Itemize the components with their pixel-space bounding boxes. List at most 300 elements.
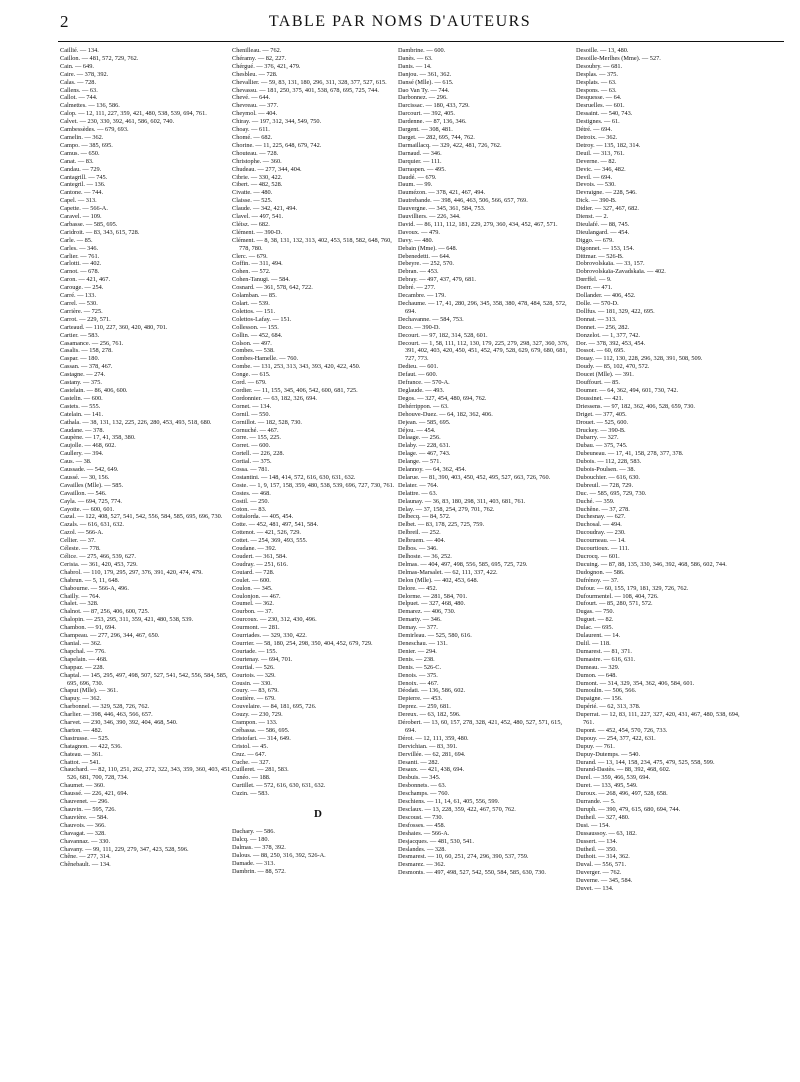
index-entry: Decourt. — 97, 182, 314, 528, 601. [398, 331, 488, 339]
index-entry: Colson. — 497. [232, 339, 272, 347]
index-entry: Durel. — 359, 466, 539, 694. [576, 774, 651, 782]
index-entry: Druckey. — 390-B. [576, 426, 626, 434]
index-entry: Chéramy. — 82, 227. [232, 54, 287, 62]
index-entry: Calop. — 12, 111, 227, 359, 421, 480, 538, 539, 694, 761. [60, 110, 207, 118]
index-entry: Cousin. — 330. [232, 679, 272, 687]
index-entry: Deschiens. — 11, 14, 61, 405, 556, 599. [398, 798, 500, 806]
index-column-2 [232, 47, 404, 1077]
index-entry: Cottet. — 254, 369, 493, 555. [232, 537, 308, 545]
index-entry: Ducrocq. — 601. [576, 553, 620, 560]
index-entry: Darraspen. — 495. [398, 165, 446, 173]
index-entry: Devil. — 694. [576, 173, 613, 181]
index-entry: Coulonjon. — 467. [232, 592, 281, 600]
index-entry: Dufourmentel. — 108, 404, 726. [576, 592, 659, 600]
index-entry: Dienst. — 2. [576, 213, 609, 221]
index-entry: Chatagnon. — 422, 536. [60, 742, 122, 750]
index-entry: Civatte. — 480. [232, 189, 273, 197]
index-entry: Duvet. — 134. [576, 885, 614, 893]
index-entry: Caillon. — 481, 572, 729, 762. [60, 54, 139, 62]
index-columns [60, 47, 784, 1077]
index-entry: Claude. — 342, 421, 494. [232, 205, 298, 213]
index-entry: Denoix. — 467. [398, 679, 439, 687]
index-entry: Costes. — 468. [232, 489, 271, 497]
index-entry: Carrière. — 725. [60, 307, 103, 315]
index-entry: Cornuché. — 467. [232, 426, 279, 434]
index-entry: Cazal. — 122, 408, 527, 541, 542, 556, 584, 585, 695, 696, 730. [60, 513, 223, 521]
index-entry: Duguet. — 82. [576, 616, 614, 624]
page-number: 2 [60, 12, 69, 31]
index-entry: Desquesse. — 64. [576, 94, 622, 102]
index-entry: Danjou. — 361, 362. [398, 70, 452, 78]
index-entry: Callot. — 744. [60, 94, 98, 102]
index-entry: Coudane. — 392. [232, 545, 277, 553]
index-entry: Casalis. — 158, 278. [60, 347, 113, 355]
index-entry: Debenedetti. — 644. [398, 252, 451, 260]
index-entry: Cantagrill. — 745. [60, 173, 108, 181]
index-entry: Detroy. — 135, 182, 314. [576, 141, 641, 149]
index-entry: Driget. — 377, 405. [576, 410, 627, 418]
index-entry: Despons. — 63. [576, 86, 617, 94]
index-entry: Descoust. — 730. [398, 813, 444, 821]
index-entry: Dumarest. — 81, 371. [576, 647, 632, 655]
index-entry: Duthoit. — 314, 362. [576, 853, 630, 861]
index-entry: Delbet. — 83, 178, 225, 725, 759. [398, 521, 485, 529]
index-entry: Dutheil. — 327, 480. [576, 813, 630, 821]
index-entry: Duret. — 133, 495, 549. [576, 782, 638, 790]
index-entry: Desplas. — 375. [576, 70, 618, 78]
index-entry: Castany. — 375. [60, 379, 102, 387]
index-entry: Dupouy. — 254, 377, 422, 631. [576, 734, 656, 742]
index-entry: Coulet. — 600. [232, 576, 271, 584]
index-entry: Dittmar. — 526-B. [576, 252, 624, 260]
index-entry: Douay. — 112, 130, 228, 296, 328, 391, 508, 509. [576, 355, 703, 363]
index-entry: Delorme. — 281, 584, 701. [398, 592, 468, 600]
index-entry: Coudert. — 361, 584. [232, 553, 287, 560]
index-entry: Costantini. — 148, 414, 572, 616, 630, 631, 632. [232, 473, 356, 481]
index-entry: Dauvilliers. — 226, 344. [398, 213, 461, 221]
index-entry: Demarez. — 406, 730. [398, 608, 456, 616]
index-entry: Dumont. — 314, 329, 354, 362, 406, 584, 601. [576, 679, 695, 687]
index-entry: Cornil. — 550. [232, 410, 271, 418]
index-entry: Chappaz. — 228. [60, 663, 105, 671]
index-entry: Digonnet. — 153, 154. [576, 244, 635, 252]
index-entry: Delaage. — 256. [398, 434, 441, 442]
index-entry: Cosnard. — 361, 578, 642, 722. [232, 284, 313, 292]
index-entry: Candau. — 729. [60, 165, 102, 173]
index-entry: Chapchal. — 776. [60, 647, 106, 655]
index-entry: Clément. — 8, 38, 131, 132, 313, 402, 453, 518, 582, 648, 760, 778, 780. [232, 236, 392, 252]
index-entry: Duverger. — 762. [576, 869, 622, 877]
index-entry: Cayla. — 694, 725, 774. [60, 497, 122, 505]
index-entry: Carlotti. — 402. [60, 260, 102, 268]
index-entry: Desmarest. — 10, 60, 251, 274, 296, 390, 537, 759. [398, 853, 529, 861]
index-entry: Devraigne. — 228, 546. [576, 189, 637, 197]
index-entry: Delater. — 764. [398, 481, 439, 489]
index-entry: Dubois-Poulsen. — 38. [576, 466, 636, 474]
index-entry: Cossa. — 781. [232, 466, 270, 474]
index-entry: Dulac. — 695. [576, 624, 614, 632]
index-entry: Chateau. — 361. [60, 750, 103, 758]
index-entry: Détré. — 694. [576, 126, 613, 134]
index-entry: Dupaigne. — 156. [576, 695, 623, 703]
index-entry: Dambrine. — 600. [398, 47, 446, 54]
index-entry: Célice. — 275, 466, 539, 627. [60, 553, 136, 560]
index-entry: Chastrusse. — 525. [60, 734, 110, 742]
index-entry: Caspar. — 180. [60, 355, 100, 363]
index-entry: Cordonnier. — 63, 182, 326, 694. [232, 394, 318, 402]
index-entry: Carouge. — 254. [60, 284, 104, 292]
index-entry: Castelin. — 600. [60, 394, 103, 402]
index-entry: Cibrie. — 330, 422. [232, 173, 283, 181]
index-entry: Dollfus. — 181, 329, 422, 695. [576, 307, 655, 315]
index-entry: Coumel. — 362. [232, 600, 274, 608]
index-entry: Cord. — 679. [232, 379, 267, 387]
index-entry: Cantone. — 744. [60, 189, 104, 197]
index-entry: Chenilleau. — 762. [232, 47, 282, 54]
index-entry: Deschamps. — 760. [398, 790, 450, 798]
index-entry: Deprez. — 259, 681. [398, 703, 451, 711]
index-entry: Courmont. — 281. [232, 624, 280, 632]
index-entry: Decourt. — 1, 58, 111, 112, 130, 179, 225, 279, 298, 327, 360, 376, 391, 402, 403, 420, 450, 451, 452, 479, 528, 629, 679, 680, 681, 727, 773. [398, 339, 569, 363]
index-entry: Claisse. — 525. [232, 197, 273, 205]
index-entry: Chevassu. — 181, 250, 375, 401, 538, 678, 695, 725, 744. [232, 86, 379, 94]
index-entry: Canat. — 83. [60, 157, 94, 165]
index-entry: Dumastre. — 616, 631. [576, 655, 636, 663]
index-entry: Dubeuneau. — 17, 41, 158, 278, 377, 378. [576, 450, 684, 458]
index-entry: Combes. — 538. [232, 347, 275, 355]
index-entry: Diggo. — 679. [576, 236, 614, 244]
index-entry: Dudognon. — 586. [576, 568, 625, 576]
index-entry: Cléisz. — 682. [232, 220, 270, 228]
index-entry: Dervichian. — 83, 391. [398, 742, 458, 750]
index-entry: Caravel. — 109. [60, 213, 102, 221]
index-entry: Chouteau. — 728. [232, 149, 279, 157]
index-entry: Ducourtioux. — 111. [576, 545, 630, 553]
index-entry: Delay. — 37, 158, 254, 279, 701, 762. [398, 505, 495, 513]
index-entry: Desoubry. — 681. [576, 62, 623, 70]
index-entry: Dérot. — 12, 111, 359, 480. [398, 734, 469, 742]
index-entry: Desmarez. — 362. [398, 861, 446, 869]
index-entry: Desplats. — 63. [576, 78, 617, 86]
index-entry: Cavaillon. — 546. [60, 489, 107, 497]
index-entry: Combes-Hamelle. — 760. [232, 355, 299, 363]
index-entry: Dubarry. — 327. [576, 434, 619, 442]
index-entry: Dachary. — 586. [232, 828, 275, 836]
index-entry: Conge. — 615. [232, 371, 271, 379]
index-entry: Chevé. — 644. [232, 94, 271, 102]
index-entry: Delore. — 452. [398, 584, 438, 592]
index-entry: Chaussé. — 226, 421, 694. [60, 790, 129, 798]
index-entry: Dessaint. — 540, 743. [576, 110, 633, 118]
index-entry: Daum. — 99. [398, 181, 433, 189]
index-entry: Carrot. — 229, 571. [60, 315, 111, 323]
index-entry: Desbonnets. — 63. [398, 782, 447, 790]
index-entry: Delbos. — 346. [398, 545, 438, 553]
index-entry: Courtade. — 155. [232, 647, 278, 655]
index-entry: Cellier. — 37. [60, 537, 96, 545]
index-entry: Doumer. — 64, 362, 494, 601, 730, 742. [576, 386, 679, 394]
index-entry: Doerr. — 471. [576, 284, 613, 292]
index-entry: Delange. — 571. [398, 458, 442, 466]
index-entry: Ducuing. — 87, 88, 135, 330, 346, 392, 468, 586, 602, 744. [576, 560, 727, 568]
index-entry: Doucet (Mlle). — 391. [576, 371, 634, 379]
index-entry: Dumeau. — 329. [576, 663, 620, 671]
index-entry: Chaput (Mlle). — 361. [60, 687, 118, 695]
index-entry: Déodati. — 136, 586, 602. [398, 687, 466, 695]
index-entry: Chênebault. — 134. [60, 861, 111, 869]
index-entry: Denis. — 238. [398, 655, 435, 663]
index-entry: Courtenay. — 694, 701. [232, 655, 293, 663]
index-entry: Corre. — 155, 225. [232, 434, 281, 442]
index-entry: Calas. — 728. [60, 78, 97, 86]
index-entry: Duval. — 556, 571. [576, 861, 627, 869]
section-heading: D [314, 808, 322, 821]
index-entry: Delannoy. — 64, 362, 454. [398, 466, 467, 474]
index-entry: Duc. — 585, 695, 729, 730. [576, 489, 647, 497]
index-entry: Capel. — 313. [60, 197, 97, 205]
index-entry: Devois. — 530. [576, 181, 616, 189]
index-entry: Colettos-Lafay. — 151. [232, 315, 292, 323]
index-entry: Coffin. — 311, 494. [232, 260, 283, 268]
index-entry: Courrier. — 58, 180, 254, 298, 350, 404, 452, 679, 729. [232, 639, 373, 647]
index-entry: Danis. — 14. [398, 62, 432, 70]
index-entry: Chomé. — 682. [232, 133, 273, 141]
index-entry: Cavailles (Mlle). — 585. [60, 481, 124, 489]
index-entry: Dedieu. — 601. [398, 363, 439, 371]
index-entry: Christophe. — 360. [232, 157, 282, 165]
index-entry: Delaunay. — 36, 83, 180, 298, 311, 403, 681, 761. [398, 497, 526, 505]
index-entry: Campo. — 385, 695. [60, 141, 113, 149]
index-entry: Dugas. — 750. [576, 608, 615, 616]
index-entry: Castagne. — 274. [60, 371, 106, 379]
index-entry: Chavany. — 99, 111, 229, 279, 347, 423, 528, 596. [60, 845, 189, 853]
index-entry: Debeyre. — 252, 570. [398, 260, 454, 268]
index-entry: Dumoulin. — 506, 566. [576, 687, 637, 695]
index-entry: Dollander. — 406, 452. [576, 292, 636, 300]
index-entry: Courbon. — 37. [232, 608, 273, 616]
index-entry: Dussert. — 134. [576, 837, 618, 845]
index-entry: Chauvenet. — 296. [60, 798, 109, 806]
index-entry: Chambon. — 91, 694. [60, 624, 116, 632]
index-entry: Chérgué. — 376, 421, 479. [232, 62, 301, 70]
index-entry: Chapuy. — 362. [60, 695, 102, 703]
index-entry: Cohen-Tanugi. — 584. [232, 276, 290, 284]
index-column-1 [60, 47, 232, 1077]
index-entry: Dechavanne. — 584, 753. [398, 315, 464, 323]
index-entry: Delage. — 467, 743. [398, 450, 451, 458]
index-entry: Cortell. — 226, 228. [232, 450, 285, 458]
index-entry: Clément. — 390-D. [232, 228, 283, 236]
index-entry: Ducoudray. — 230. [576, 529, 626, 537]
index-entry: Catelain. — 141. [60, 410, 104, 418]
index-entry: Capette. — 566-A. [60, 205, 108, 213]
index-entry: Collesson. — 155. [232, 323, 279, 331]
index-entry: Caullery. — 394. [60, 450, 104, 458]
index-entry: Courriades. — 329, 330, 422. [232, 632, 307, 640]
index-entry: Charbonnel. — 329, 528, 726, 762. [60, 703, 150, 711]
index-entry: Desoille-Merlhes (Mme). — 527. [576, 54, 661, 62]
index-entry: Dao Van Ty. — 744. [398, 86, 450, 94]
index-entry: Cornet. — 134. [232, 402, 272, 410]
index-entry: Delarue. — 81, 390, 403, 450, 452, 495, 527, 663, 726, 760. [398, 473, 551, 481]
index-entry: Caillié. — 134. [60, 47, 99, 54]
index-entry: Denier. — 294. [398, 647, 437, 655]
index-entry: Cohen. — 572. [232, 268, 271, 276]
index-entry: Daumézon. — 378, 421, 467, 494. [398, 189, 486, 197]
index-entry: Dufrénoy. — 37. [576, 576, 619, 584]
index-entry: Drouet. — 525, 600. [576, 418, 629, 426]
index-entry: Dossot. — 60, 695. [576, 347, 625, 355]
index-entry: Chauvois. — 366. [60, 821, 106, 829]
index-entry: Desruelles. — 601. [576, 102, 625, 110]
index-entry: Damade. — 313. [232, 859, 276, 867]
index-entry: Collin. — 452, 684. [232, 331, 283, 339]
index-entry: Chapelain. — 468. [60, 655, 108, 663]
index-entry: Chaumet. — 360. [60, 782, 105, 790]
index-entry: Desclaux. — 13, 228, 359, 422, 467, 570, 762. [398, 806, 516, 813]
index-entry: Duruph. — 390, 479, 615, 680, 694, 744. [576, 806, 681, 813]
index-entry: Choay. — 611. [232, 126, 270, 134]
index-entry: Dieulafé. — 88, 745. [576, 220, 630, 228]
index-entry: Carle. — 85. [60, 236, 93, 244]
index-entry: Cazals. — 616, 631, 632. [60, 521, 125, 529]
index-entry: Corret. — 600. [232, 442, 271, 450]
index-entry: Devic. — 346, 482. [576, 165, 626, 173]
index-entry: Chabrol. — 110, 179, 295, 297, 376, 391, 420, 474, 479. [60, 568, 203, 576]
index-entry: Driessens. — 97, 182, 362, 406, 528, 659, 730. [576, 402, 695, 410]
index-entry: Cantegril. — 136. [60, 181, 106, 189]
index-entry: Dubreuil. — 728, 729. [576, 481, 634, 489]
index-entry: Deglaude. — 493. [398, 386, 445, 394]
index-entry: Durand-Dastès. — 88, 392, 468, 602. [576, 766, 671, 774]
index-entry: Cuzin. — 583. [232, 790, 270, 798]
index-entry: Didier. — 327, 467, 682. [576, 205, 639, 213]
index-entry: Deco. — 390-D. [398, 323, 440, 331]
index-entry: Calvet. — 230, 330, 392, 461, 586, 602, 740. [60, 118, 175, 126]
index-entry: Dubois. — 112, 228, 583. [576, 458, 642, 466]
index-entry: Donnat. — 313. [576, 315, 617, 323]
index-entry: Cornillot. — 182, 528, 730. [232, 418, 302, 426]
index-entry: Darget. — 282, 695, 744, 762. [398, 133, 475, 141]
index-entry: Chêne. — 277, 314. [60, 853, 111, 861]
index-entry: Cambessèdes. — 679, 693. [60, 126, 129, 134]
index-entry: Delattre. — 63. [398, 489, 438, 497]
index-entry: Dusi. — 154. [576, 821, 610, 829]
index-entry: Carbasse. — 585, 695. [60, 220, 118, 228]
header-rule [58, 41, 784, 42]
index-entry: Dulaurent. — 14. [576, 632, 621, 640]
index-entry: Deuil. — 313, 761. [576, 149, 625, 157]
index-entry: Déjou. — 454. [398, 426, 436, 434]
index-entry: Courtois. — 329. [232, 671, 276, 679]
index-entry: Dautrebande. — 398, 446, 463, 506, 566, 657, 769. [398, 197, 528, 205]
index-entry: Dobrovolskaïa. — 33, 157. [576, 260, 645, 268]
index-entry: Duverne. — 345, 584. [576, 877, 633, 885]
index-column-3 [398, 47, 570, 1077]
index-entry: Chauchard. — 82, 110, 251, 262, 272, 322, 343, 359, 360, 403, 451, 526, 681, 700, 728, 734. [60, 766, 232, 782]
index-entry: Charlier. — 398, 446, 463, 566, 657. [60, 711, 153, 719]
index-entry: Demay. — 377. [398, 624, 438, 632]
index-entry: Carnot. — 678. [60, 268, 100, 276]
index-entry: Camus. — 650. [60, 149, 100, 157]
index-entry: Dalcq. — 180. [232, 836, 270, 843]
index-entry: Cain. — 649. [60, 62, 94, 70]
index-entry: Delon (Mlle). — 402, 453, 648. [398, 576, 479, 584]
index-entry: Dubouchier. — 616, 630. [576, 473, 641, 481]
index-entry: Delpuet. — 327, 468, 480. [398, 600, 466, 608]
index-entry: Caus. — 38. [60, 458, 92, 466]
index-entry: Chalnot. — 87, 256, 406, 600, 725. [60, 608, 150, 616]
index-entry: Deneschau. — 131. [398, 639, 448, 647]
index-entry: Cuilleret. — 281, 583. [232, 766, 289, 774]
index-entry: Delmas-Marsalet. — 62, 111, 337, 422. [398, 568, 498, 576]
index-entry: Cruz. — 647. [232, 750, 267, 758]
index-entry: Coste. — 1, 9, 157, 158, 359, 480, 538, 539, 696, 727, 730, 761. [232, 481, 395, 489]
index-entry: Cerisia. — 361, 420, 453, 729. [60, 560, 138, 568]
index-entry: Dulil. — 118. [576, 639, 611, 647]
index-entry: Céleste. — 778. [60, 545, 101, 553]
index-entry: Camelin. — 362. [60, 133, 104, 141]
index-entry: Denois. — 375. [398, 671, 438, 679]
index-entry: Coutière. — 679. [232, 695, 276, 703]
index-entry: Dupuy-Dutemps. — 540. [576, 750, 641, 758]
index-entry: Cordier. — 11, 155, 345, 406, 542, 600, 681, 725. [232, 386, 358, 394]
index-entry: Coudray. — 251, 616. [232, 560, 288, 568]
index-entry: Chavagat. — 328. [60, 829, 106, 837]
index-entry: Defrance. — 570-A. [398, 379, 450, 387]
index-entry: Darquier. — 111. [398, 157, 442, 165]
page-header [0, 0, 800, 44]
index-entry: Clavel. — 497, 541. [232, 213, 284, 221]
index-entry: Desmonts. — 497, 498, 527, 542, 550, 584, 585, 630, 730. [398, 869, 546, 877]
index-entry: Durrande. — 5. [576, 798, 616, 806]
index-entry: Castets. — 555. [60, 402, 101, 410]
index-entry: Delbecq. — 84, 572. [398, 513, 451, 521]
index-entry: Darmaillacq. — 329, 422, 481, 726, 762. [398, 141, 502, 149]
index-entry: Demirleau. — 525, 580, 616. [398, 632, 472, 640]
index-entry: Dejean. — 585, 695. [398, 418, 451, 426]
index-entry: Cuche. — 327. [232, 758, 271, 766]
index-entry: Darcourt. — 392, 405. [398, 110, 456, 118]
index-entry: Cayotte. — 600, 601. [60, 505, 115, 513]
index-entry: Cristofari. — 314, 649. [232, 734, 291, 742]
index-entry: Chattot. — 541. [60, 758, 101, 766]
index-entry: Douffourt. — 85. [576, 379, 620, 387]
index-entry: Delmas. — 404, 497, 498, 556, 585, 695, 725, 729. [398, 560, 528, 568]
index-entry: Dolle. — 570-D. [576, 300, 619, 307]
index-entry: Dor. — 378, 392, 453, 454. [576, 339, 646, 347]
index-entry: Champeau. — 277, 296, 344, 467, 650. [60, 632, 160, 640]
index-entry: Darcissac. — 180, 433, 729. [398, 102, 470, 110]
index-entry: Casamance. — 256, 761. [60, 339, 124, 347]
index-entry: Dervillée. — 62, 281, 694. [398, 750, 466, 758]
index-entry: Duchesnay. — 627. [576, 513, 626, 521]
index-entry: Degos. — 327, 454, 480, 694, 762. [398, 394, 487, 402]
index-entry: Chudeau. — 277, 344, 404. [232, 165, 302, 173]
index-entry: Daudé. — 679. [398, 173, 437, 181]
index-entry: Debain (Mme). — 648. [398, 244, 458, 252]
index-entry: Cottenot. — 421, 526, 729. [232, 529, 301, 537]
index-entry: Dubau. — 375, 745. [576, 442, 628, 450]
index-entry: Caire. — 378, 392. [60, 70, 109, 78]
index-entry: Darbonnez. — 296. [398, 94, 448, 102]
index-entry: Dick. — 390-B. [576, 197, 617, 205]
index-entry: Colart. — 539. [232, 300, 270, 307]
index-entry: Chauvin. — 595, 726. [60, 806, 116, 813]
index-entry: Caujolle. — 468, 602. [60, 442, 116, 450]
index-entry: Desjacques. — 481, 530, 541. [398, 837, 474, 845]
index-entry: Calmettes. — 136, 586. [60, 102, 120, 110]
